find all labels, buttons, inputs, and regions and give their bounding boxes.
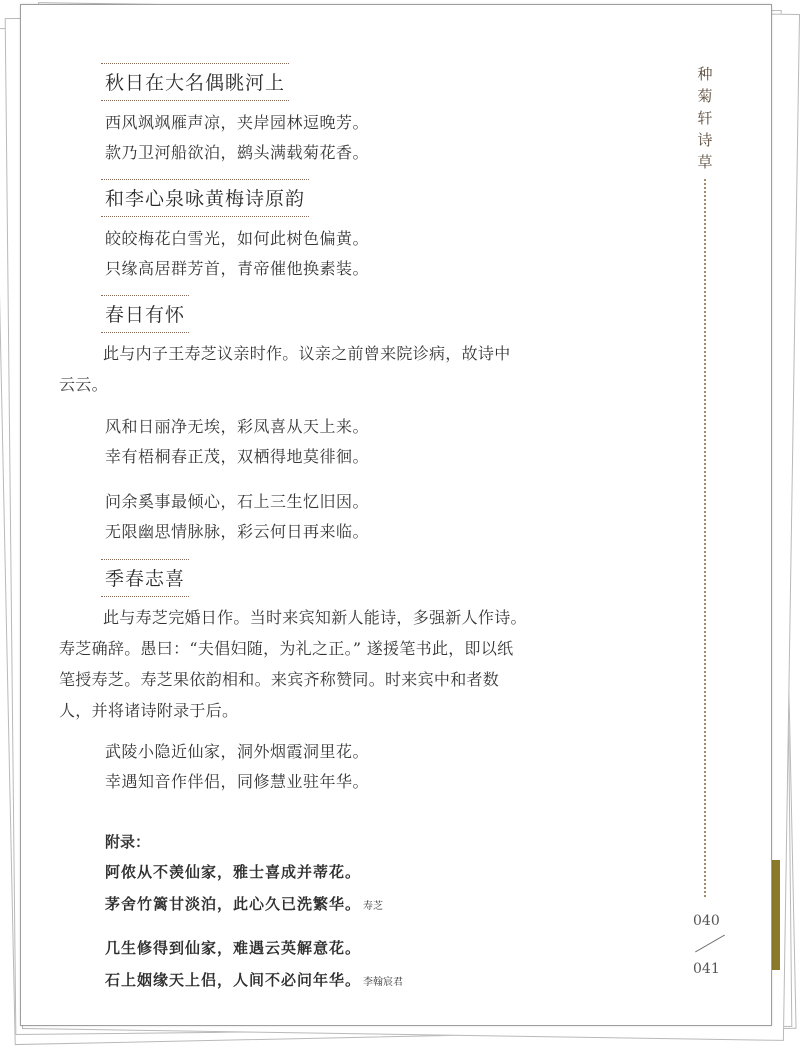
margin-rule [704, 179, 706, 897]
poem-line: 幸遇知音作伴侣，同修慧业驻年华。 [105, 772, 370, 791]
poem-line: 只缘高居群芳首，青帝催他换素装。 [105, 259, 370, 278]
appendix-line: 几生修得到仙家，难遇云英解意花。 [105, 939, 362, 957]
poem-line: 无限幽思情脉脉，彩云何日再来临。 [105, 522, 370, 541]
poem-line: 武陵小隐近仙家，洞外烟霞洞里花。 [105, 742, 370, 761]
poem-title: 秋日在大名偶眺河上 [101, 63, 289, 101]
poem-title: 春日有怀 [101, 295, 189, 333]
page-number-right: 041 [693, 961, 720, 977]
poem-title: 和李心泉咏黄梅诗原韵 [101, 179, 309, 217]
running-title: 种 菊 轩 诗 草 [697, 65, 713, 171]
appendix-line: 茅舍竹篱甘淡泊，此心久已洗繁华。 寿芝 [105, 895, 384, 913]
poem-line: 幸有梧桐春正茂，双栖得地莫徘徊。 [105, 447, 370, 466]
poem-line: 风和日丽净无埃，彩凤喜从天上来。 [105, 417, 370, 436]
poem-title: 季春志喜 [101, 559, 189, 597]
appendix-line: 阿侬从不羡仙家，雅士喜成并蒂花。 [105, 863, 362, 881]
poem-preface: 此与内子王寿芝议亲时作。议亲之前曾来院诊病，故诗中 云云。 [59, 344, 511, 394]
appendix-label: 附录： [105, 833, 151, 851]
page-number-divider [695, 935, 725, 953]
appendix-author: 李翰宸君 [363, 977, 404, 988]
poem-line: 问余奚事最倾心，石上三生忆旧因。 [105, 492, 370, 511]
poem-preface: 此与寿芝完婚日作。当时来宾知新人能诗，多强新人作诗。 寿芝确辞。愚曰：“夫倡妇随，为礼之正。” 遂援笔书此，即以纸 笔授寿芝。寿芝果依韵相和。来宾齐称赞同。时来宾中和者数 人，并将诸诗附录于后。 [59, 608, 527, 720]
poem-line: 皎皎梅花白雪光，如何此树色偏黄。 [105, 229, 370, 248]
poem-line: 西风飒飒雁声凉，夹岸园林逗晚芳。 [105, 113, 370, 132]
appendix-author: 寿芝 [363, 901, 384, 912]
book-page [20, 4, 772, 1026]
poem-line: 款乃卫河船欲泊，鹚头满载菊花香。 [105, 143, 370, 162]
appendix-line: 石上姻缘天上侣，人间不必问年华。 李翰宸君 [105, 971, 404, 989]
page-number-left: 040 [693, 913, 720, 929]
